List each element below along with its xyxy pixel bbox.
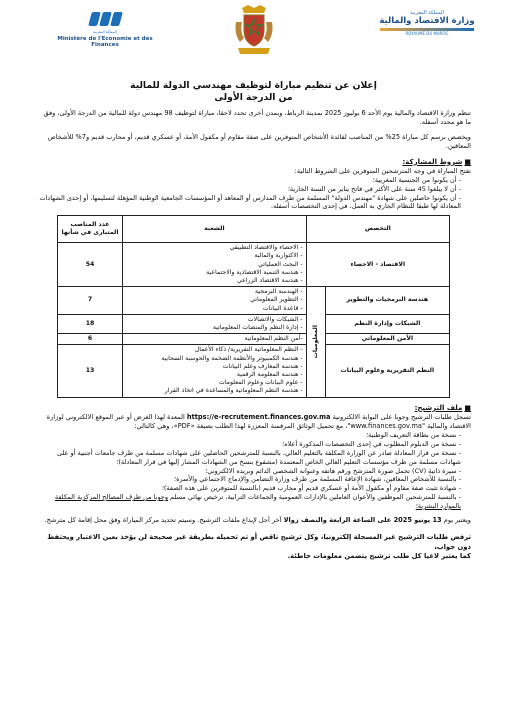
condition-item: - أن يكونوا من الجنسية المغربية؛ — [372, 176, 461, 185]
document-item: - بالنسبة للمترشحين الموظفين والأعوان العاملين بالإدارات العمومية والجماعات الترابية، ترخيص نهائي مسلم وجوبا من طرف المصالح المركزية المكلفة بالموارد البشرية؛ — [54, 493, 461, 510]
bullet-icon: ■ — [464, 403, 471, 412]
ministry-logo-right — [372, 10, 482, 36]
document-item: - شهادة تثبت صفة مقاوم أو مكفول الأمة أو عسكري قديم أو محارب قديم (بالنسبة للمتوفرين على هذه الصفة)؛ — [161, 484, 461, 493]
condition-item: - أن يكونوا حاصلين على شهادة "مهندس الدولة" المسلمة من طرف المدارس أو المعاهد أو المؤسسات الجامعية الوطنية المؤهلة لتسليمها، أو إحدى الشهادات المعادلة لها طبقا للنظام الجاري به العمل، في إحدى التخصصات أسفله. — [39, 193, 461, 211]
branch-item: - الهندسة البرمجية — [255, 288, 303, 296]
bullet-icon: ■ — [464, 157, 471, 166]
specialty-cell: هندسة البرمجيات والتطوير — [325, 287, 449, 315]
header-specialty: التخصص — [306, 216, 449, 243]
document-item: - نسخة من بطاقة التعريف الوطنية؛ — [366, 431, 461, 440]
application-file-heading: ■ملف الترشيح: — [414, 403, 471, 412]
condition-item: - أن لا يبلغوا 45 سنة على الأكثر في فاتح يناير من السنة الجارية؛ — [287, 184, 461, 193]
branch-item: - هندسة المعلومة الرقمية — [236, 371, 303, 379]
right-logo-line1: المملكة المغربية — [410, 10, 444, 16]
table-row — [58, 243, 450, 287]
branch-item: - قاعدة البيانات — [262, 304, 303, 312]
branch-item: - هندسة المعارف وعلم البيانات — [222, 362, 303, 370]
deadline-date: 13 يونيو 2025 على الساعة الرابعة والنصف زوالا — [283, 515, 442, 524]
application-file-intro: تسجل طلبات الترشيح وجوبا على البوابة الالكترونية https://e-recrutement.finances.gov.ma المعدة لهذا الغرض أو عبر الموقع الالكتروني لوزارة الاقتصاد والمالية "www.finances.gov.ma"، مع تحميل الوثائق المرقمنة المعززة لهذا الطلب بصيغة «PDF»، وهي كالتالي: — [46, 412, 471, 431]
branch-item: - هندسة الاقتصاد الزراعي — [236, 277, 303, 285]
intro-paragraph-1: تنظم وزارة الاقتصاد والمالية يوم الأحد 6 يوليوز 2025 بمدينة الرباط، وبمدن أخرى تحدد لاحقا، مباراة لتوظيف 98 مهندس دولة للمالية من الدرجة الأولى، وفق ما هو محدد أسفله. — [43, 109, 471, 127]
conditions-list — [36, 176, 471, 211]
table-row — [58, 314, 450, 333]
table-row — [58, 287, 450, 315]
title-line-1: إعلان عن تنظيم مباراة لتوظيف مهندسي الدولة للمالية — [130, 80, 377, 91]
branch-item: - هندسة الكمبيوتر والأنظمة الضخمة والحوسبة السحابية — [161, 354, 303, 362]
footer-line-2: كما يعتبر لاغيا كل طلب ترشيح يتضمن معلومات خاطئة. — [287, 552, 471, 561]
branch-item: - إدارة النظم والمنصات المعلوماتية — [212, 324, 303, 332]
document-item: - نسخة من الدبلوم المطلوب في إحدى التخصصات المذكورة أعلاه؛ — [282, 440, 461, 449]
branch-item: - هندسة التنمية الاقتصادية والاجتماعية — [206, 268, 303, 276]
specialty-cell: الأمن المعلوماتي — [325, 334, 449, 345]
seats-cell: 18 — [58, 314, 123, 333]
branch-item: - البحث العملياتي — [258, 260, 303, 268]
title-line-2: من الدرجة الأولى — [214, 92, 293, 103]
branch-item: -أمن النظم المعلوماتية — [244, 335, 303, 343]
branch-item: - النظم المعلوماتية التقريرية/ ذكاء الأعمال — [194, 346, 303, 354]
right-logo-line2: وزارة الاقتصاد والمالية — [379, 16, 475, 26]
table-row — [58, 345, 450, 397]
announcement-title — [36, 80, 471, 104]
ministry-logo-left — [50, 12, 160, 48]
conditions-intro: تفتح المباراة في وجه المترشحين المتوفرين على الشروط التالية: — [294, 166, 471, 175]
branch-item: - هندسة النظم المعلوماتية والمساعدة في اتخاذ القرار — [164, 387, 303, 395]
document-item: - سيرة ذاتية (CV) تحمل صورة المترشح ورقم هاتفه وعنوانه الشخصي الدائم وبريده الالكتروني؛ — [205, 466, 461, 475]
footer-note — [36, 533, 471, 562]
specialty-cell: الشبكات وإدارة النظم — [325, 314, 449, 333]
branch-item: - الشبكات والاتصالات — [247, 315, 303, 323]
seats-cell: 7 — [58, 287, 123, 315]
left-logo-text: Ministère de l'Economie et des Finances — [57, 36, 153, 48]
seats-cell: 13 — [58, 345, 123, 397]
seats-cell: 6 — [58, 334, 123, 345]
letterhead — [0, 0, 509, 72]
coat-of-arms-icon — [232, 4, 276, 56]
conditions-heading: ■شروط المشاركة: — [402, 157, 471, 166]
table-row — [58, 334, 450, 345]
group-label: المعلوميات — [311, 325, 319, 359]
document-item: - نسخة من قرار المعادلة صادر عن الوزارة المكلفة بالتعليم العالي، بالنسبة للمترشحين الحاصلين على شهادات مسلمة من طرف جامعات أجنبية أو على شهادات مسلمة من طرف مؤسسات التعليم العالي الخاص المعتمدة (مشفوع بنسخ من الشهادات المشار إليها في قرار المعادلة)؛ — [56, 449, 461, 466]
branches-cell — [123, 334, 307, 345]
branch-item: - الاكتوارية والمالية — [254, 252, 303, 260]
announcement-document — [36, 70, 471, 562]
right-logo-line3: ROYAUME DU MAROC — [405, 31, 449, 36]
document-item: - بالنسبة للأشخاص المعاقين، شهادة الإعاقة المسلمة من طرف وزارة التضامن والإدماج الاجتماعي والأسرة؛ — [174, 475, 461, 484]
documents-list — [36, 431, 471, 510]
ministry-mark-icon — [88, 12, 122, 28]
footer-line-1: ترفض طلبات الترشيح غير المسجلة إلكترونيا، وكل ترشيح ناقص أو تم تحميله بطريقة غير صحيحة لن يؤخذ بعين الاعتبار ويحتفظ دون جواب، — [47, 533, 471, 551]
left-logo-arabic: المملكة المغربية — [93, 30, 117, 34]
table-header-row — [58, 216, 450, 243]
branch-item: - التطوير المعلوماتي — [250, 296, 303, 304]
deadline-paragraph: ويعتبر يوم 13 يونيو 2025 على الساعة الرابعة والنصف زوالا آخر أجل لإيداع ملفات الترشيح. وسيتم تحديد مركز المباراة وفق محل إقامة كل مترشح. — [44, 515, 471, 524]
branch-item: - الاحصاء والاقتصاد التطبيقي — [229, 244, 303, 252]
intro-paragraph-2: ويخصص برسم كل مباراة 25% من المناصب لفائدة الأشخاص المتوفرين على صفة مقاوم أو مكفول الأمة، أو عسكري قديم، أو محارب قديم و7% للأشخاص المعاقين. — [47, 132, 471, 151]
specialty-cell: الاقتصاد - الاحصاء — [306, 243, 449, 287]
recruitment-portal-url: https://e-recrutement.finances.gov.ma — [186, 412, 331, 421]
seats-cell: 54 — [58, 243, 123, 287]
positions-table — [57, 215, 450, 397]
header-branch: الشعبة — [123, 216, 307, 243]
branches-cell — [123, 287, 307, 315]
branch-item: - علوم البيانات وعلوم المعلومات — [218, 379, 303, 387]
branches-cell — [123, 314, 307, 333]
branches-cell — [123, 345, 307, 397]
header-seats: عدد المناصب المتبارى في شأنها — [58, 216, 123, 243]
specialty-cell: النظم التقريرية وعلوم البيانات — [325, 345, 449, 397]
branches-cell — [123, 243, 307, 287]
group-label-cell — [306, 287, 325, 397]
